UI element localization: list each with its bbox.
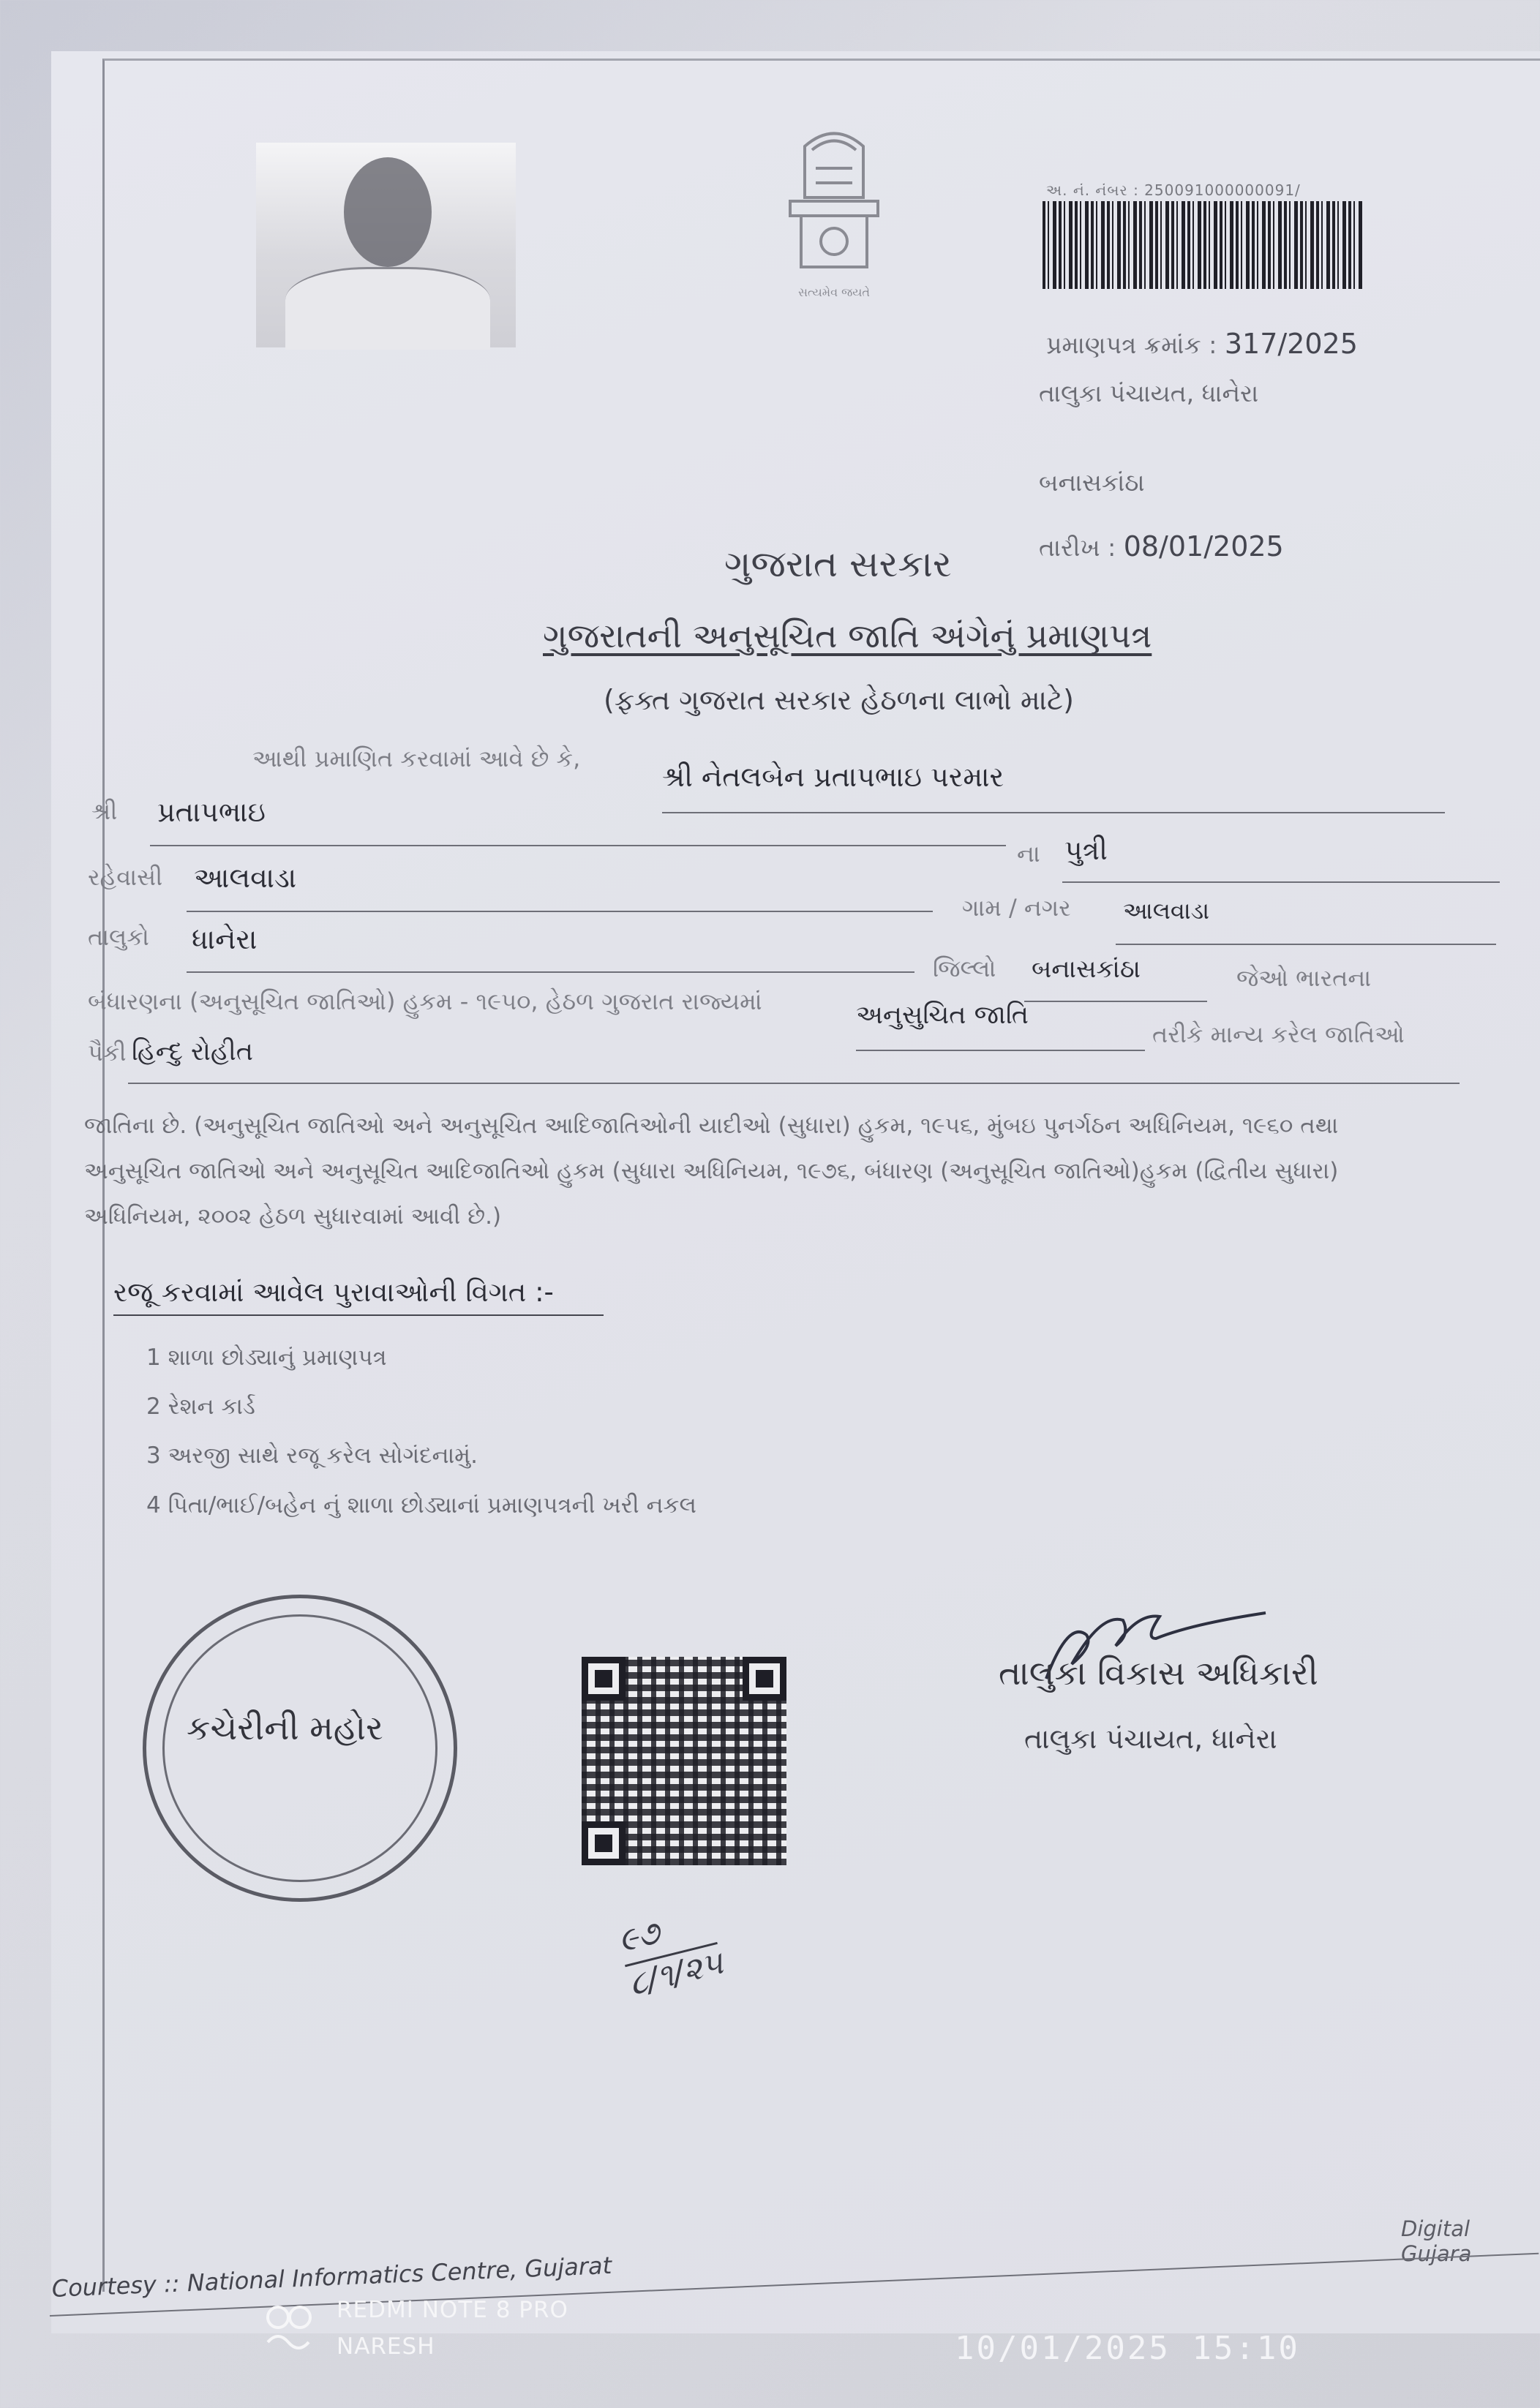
- recognized-label: તરીકે માન્ય કરેલ જાતિઓ: [1152, 1020, 1405, 1048]
- legal-text-line: અધિનિયમ, ૨૦૦૨ હેઠળ સુધારવામાં આવી છે.): [84, 1203, 502, 1230]
- scope-note: (ફક્ત ગુજરાત સરકાર હેઠળના લાભો માટે): [604, 684, 1074, 716]
- handwritten-note-bottom: ૮/૧/૨૫: [625, 1942, 727, 2004]
- signatory-title: તાલુકા વિકાસ અધિકારી: [999, 1653, 1318, 1693]
- taluka-line: [187, 971, 914, 973]
- qr-finder: [582, 1657, 626, 1701]
- resident-label: રહેવાસી: [88, 863, 163, 891]
- caste-line: [128, 1083, 1460, 1084]
- applicant-name: શ્રી નેતલબેન પ્રતાપભાઇ પરમાર: [662, 761, 1004, 793]
- issue-date-label: તારીખ :: [1039, 533, 1116, 562]
- taluka-value: ધાનેરા: [192, 923, 258, 955]
- category-value: અનુસુચિત જાતિ: [856, 1001, 1029, 1030]
- seal-text: કચેરીની મહોર: [187, 1708, 383, 1747]
- courtesy-text: Courtesy :: National Informatics Centre, Gujarat: [51, 2251, 612, 2303]
- emblem-caption: સત્યમેવ જયતે: [798, 285, 870, 299]
- certificate-number-label: પ્રમાણપત્ર ક્રમાંક :: [1046, 331, 1217, 359]
- certificate-title: ગુજરાતની અનુસૂચિત જાતિ અંગેનું પ્રમાણપત્ર: [543, 616, 1152, 655]
- issuing-office: તાલુકા પંચાયત, ધાનેરા: [1039, 379, 1259, 407]
- issuing-district: બનાસકાંઠા: [1039, 468, 1145, 497]
- legal-text-line: જાતિના છે. (અનુસૂચિત જાતિઓ અને અનુસૂચિત આદિજાતિઓની યાદીઓ (સુધારા) હુકમ, ૧૯૫૬, મુંબઇ પુનર્ગઠન અધિનિયમ, ૧૯૬૦ તથા: [84, 1113, 1339, 1139]
- evidence-item: 4 પિતા/ભાઈ/બહેન નું શાળા છોડ્યાનાં પ્રમાણપત્રની ખરી નકલ: [146, 1492, 696, 1519]
- certificate-number: 317/2025: [1224, 328, 1358, 360]
- district-line: [1024, 1001, 1207, 1002]
- evidence-heading: રજૂ કરવામાં આવેલ પુરાવાઓની વિગત :-: [113, 1276, 604, 1316]
- caste-value: હિન્દુ રોહીત: [132, 1037, 253, 1066]
- applicant-name-line: [662, 812, 1445, 813]
- photo-face: [344, 157, 432, 267]
- caste-label: પૈકી: [88, 1039, 127, 1066]
- relation-line: [1062, 881, 1500, 883]
- taluka-label: તાલુકો: [88, 923, 149, 951]
- qr-finder: [743, 1657, 786, 1701]
- relation-value: પુત્રી: [1064, 834, 1108, 866]
- qr-finder: [582, 1821, 626, 1865]
- village-label: ગામ / નગર: [962, 894, 1071, 922]
- village-line: [1116, 944, 1496, 945]
- resident-value: આલવાડા: [194, 862, 297, 894]
- applicant-photo: [256, 143, 516, 347]
- order-label: બંધારણના (અનુસૂચિત જાતિઓ) હુકમ - ૧૯૫૦, હેઠળ ગુજરાત રાજ્યમાં: [88, 987, 762, 1015]
- barcode: [1043, 201, 1364, 289]
- qr-code: [582, 1657, 786, 1865]
- na-label: ના: [1017, 840, 1040, 868]
- state-label: જેઓ ભારતના: [1236, 964, 1372, 992]
- issue-date-row: [1039, 530, 1284, 563]
- district-label: જિલ્લો: [933, 955, 996, 982]
- evidence-item: 1 શાળા છોડ્યાનું પ્રમાણપત્ર: [146, 1344, 387, 1371]
- father-name: પ્રતાપભાઇ: [157, 796, 266, 828]
- handwritten-note-top: ૯૭: [615, 1914, 664, 1960]
- camera-owner-label: NARESH: [337, 2333, 435, 2360]
- camera-device-label: REDMI NOTE 8 PRO: [337, 2297, 568, 2323]
- photo-timestamp: 10/01/2025 15:10: [955, 2330, 1300, 2367]
- photo-body: [285, 267, 490, 350]
- resident-line: [187, 911, 933, 912]
- legal-text: [84, 1103, 1474, 1239]
- barcode-number: અ. નં. નંબર : 250091000000091/: [1046, 181, 1301, 199]
- government-title: ગુજરાત સરકાર: [724, 543, 952, 585]
- signatory-office: તાલુકા પંચાયત, ધાનેરા: [1024, 1723, 1277, 1755]
- evidence-item: 2 રેશન કાર્ડ: [146, 1393, 255, 1420]
- evidence-item: 3 અરજી સાથે રજૂ કરેલ સોગંદનામું.: [146, 1442, 478, 1469]
- village-value: આલવાડા: [1123, 897, 1210, 925]
- category-line: [856, 1050, 1145, 1051]
- issue-date: 08/01/2025: [1123, 530, 1284, 563]
- shri-label: શ્રી: [91, 797, 118, 825]
- certificate-number-row: [1046, 328, 1358, 360]
- digital-gujarat-label: Digital Gujara: [1401, 2216, 1472, 2266]
- camera-dual-lens-icon: [265, 2304, 316, 2355]
- legal-text-line: અનુસૂચિત જાતિઓ અને અનુસૂચિત આદિજાતિઓ હુકમ (સુધારા અધિનિયમ, ૧૯૭૬, બંધારણ (અનુસૂચિત જાતિઓ)હુકમ (દ્વિતીય સુધારા): [84, 1158, 1339, 1184]
- national-emblem-icon: [761, 117, 907, 307]
- intro-label: આથી પ્રમાણિત કરવામાં આવે છે કે,: [252, 745, 581, 772]
- father-name-line: [150, 845, 1006, 846]
- district-value: બનાસકાંઠા: [1032, 955, 1141, 984]
